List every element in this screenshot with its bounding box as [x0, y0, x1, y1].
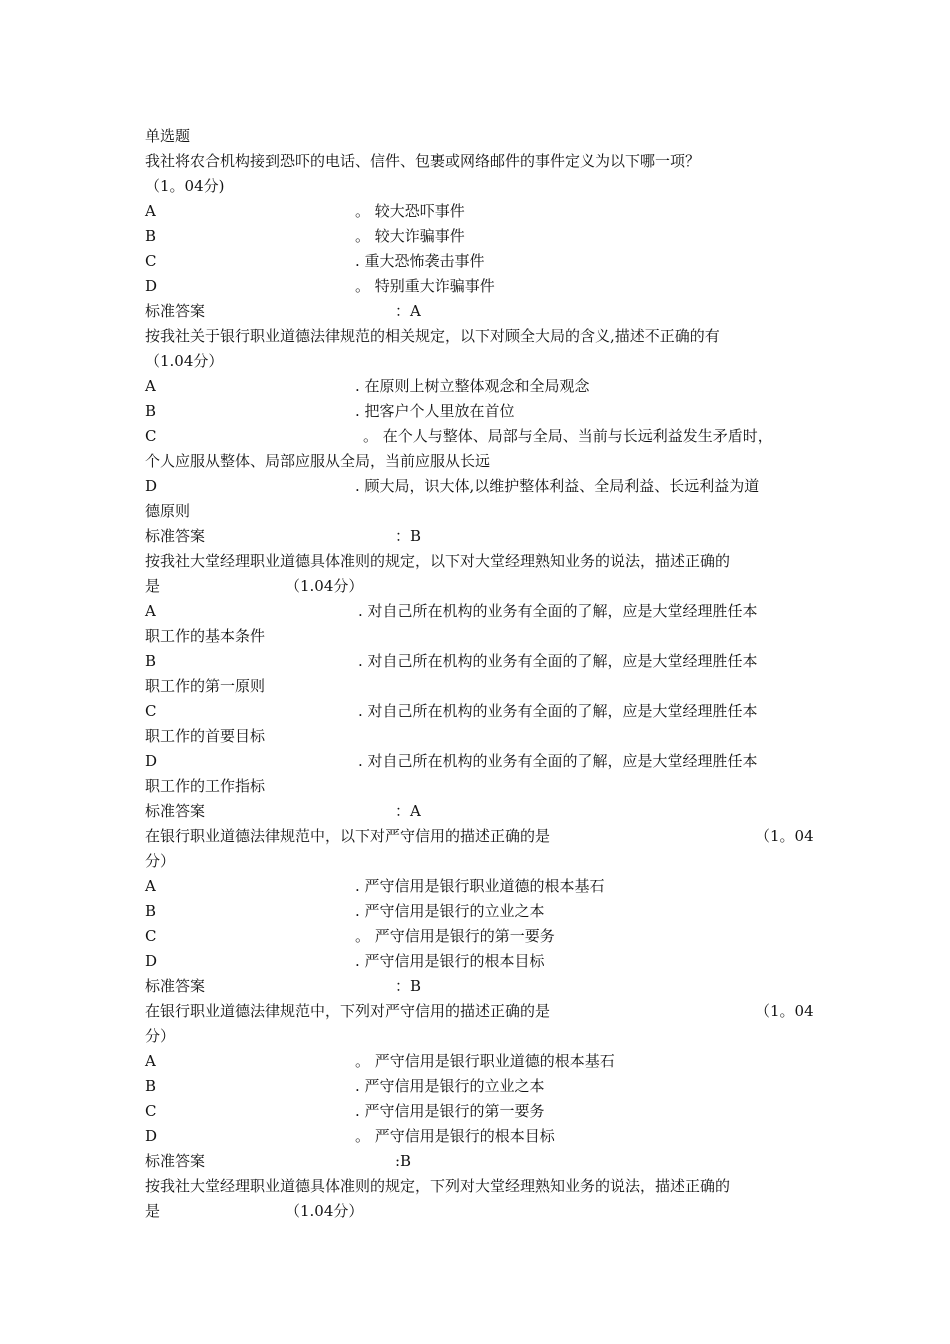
answer-label: 标准答案: [145, 302, 206, 320]
stem-text: 在银行职业道德法律规范中，以下对严守信用的描述正确的是: [145, 827, 551, 845]
option-continuation: 职工作的工作指标: [145, 777, 266, 795]
question-points: （1。04: [755, 827, 814, 845]
question-3-option-b: [145, 649, 825, 674]
answer-label: 标准答案: [145, 527, 206, 545]
option-continuation: 职工作的基本条件: [145, 627, 266, 645]
question-2-option-b: [145, 399, 825, 424]
question-4-stem-tail: 分）: [145, 852, 176, 870]
option-text: 。 严守信用是银行的第一要务: [355, 927, 555, 945]
option-text: . 严守信用是银行职业道德的根本基石: [355, 877, 605, 895]
option-letter: D: [145, 277, 158, 295]
option-text: . 对自己所在机构的业务有全面的了解，应是大堂经理胜任本: [358, 602, 758, 620]
option-letter: C: [145, 252, 157, 270]
answer-value: ：A: [395, 302, 421, 320]
question-1-option-a: [145, 199, 825, 224]
answer-label: 标准答案: [145, 977, 206, 995]
option-text: 。 特别重大诈骗事件: [355, 277, 495, 295]
option-text: . 严守信用是银行的立业之本: [355, 902, 545, 920]
option-letter: D: [145, 952, 158, 970]
option-continuation: 职工作的首要目标: [145, 727, 266, 745]
question-2-option-a: [145, 374, 825, 399]
answer-value: ：A: [395, 802, 421, 820]
question-5-stem: [145, 999, 825, 1024]
section-title: 单选题: [145, 127, 191, 145]
question-4-option-b: [145, 899, 825, 924]
option-text: 。 严守信用是银行的根本目标: [355, 1127, 555, 1145]
option-letter: C: [145, 1102, 157, 1120]
question-points: （1.04分）: [285, 577, 364, 595]
question-2-stem: 按我社关于银行职业道德法律规范的相关规定，以下对顾全大局的含义,描述不正确的有: [145, 327, 720, 345]
option-text: . 对自己所在机构的业务有全面的了解，应是大堂经理胜任本: [358, 752, 758, 770]
question-2-option-d: [145, 474, 825, 499]
question-points: （1。04: [755, 1002, 814, 1020]
question-3-option-a: [145, 599, 825, 624]
option-letter: A: [145, 877, 156, 895]
question-5-option-b: [145, 1074, 825, 1099]
question-1-stem: 我社将农合机构接到恐吓的电话、信件、包裹或网络邮件的事件定义为以下哪一项？: [145, 152, 701, 170]
option-letter: C: [145, 927, 157, 945]
option-text: . 对自己所在机构的业务有全面的了解，应是大堂经理胜任本: [358, 702, 758, 720]
question-1-option-d: [145, 274, 825, 299]
option-text: 。 在个人与整体、局部与全局、当前与长远利益发生矛盾时，: [363, 427, 773, 445]
question-3-stem-tail: [145, 574, 825, 599]
question-4-stem: [145, 824, 825, 849]
question-1-points: （1。04分): [145, 177, 225, 195]
option-text: . 把客户个人里放在首位: [355, 402, 515, 420]
question-3-answer: [145, 799, 825, 824]
question-1-answer: [145, 299, 825, 324]
answer-value: ：B: [395, 527, 422, 545]
question-3-option-c: [145, 699, 825, 724]
option-letter: B: [145, 1077, 157, 1095]
question-4-option-c: [145, 924, 825, 949]
question-5-option-c: [145, 1099, 825, 1124]
question-5-stem-tail: 分）: [145, 1027, 176, 1045]
question-2-points: （1.04分）: [145, 352, 224, 370]
question-1-option-c: [145, 249, 825, 274]
option-text: . 对自己所在机构的业务有全面的了解，应是大堂经理胜任本: [358, 652, 758, 670]
question-2-option-c: [145, 424, 825, 449]
question-2-answer: [145, 524, 825, 549]
question-4-option-d: [145, 949, 825, 974]
option-letter: B: [145, 652, 157, 670]
answer-label: 标准答案: [145, 802, 206, 820]
question-1-option-b: [145, 224, 825, 249]
option-letter: A: [145, 202, 156, 220]
option-text: 。 较大恐吓事件: [355, 202, 465, 220]
stem-tail: 是: [145, 577, 161, 595]
question-5-option-a: [145, 1049, 825, 1074]
answer-value: ：B: [395, 977, 422, 995]
stem-tail: 是: [145, 1202, 161, 1220]
answer-value: :B: [395, 1152, 412, 1170]
option-continuation: 职工作的第一原则: [145, 677, 266, 695]
option-text: . 严守信用是银行的第一要务: [355, 1102, 545, 1120]
option-letter: D: [145, 752, 158, 770]
answer-label: 标准答案: [145, 1152, 206, 1170]
option-letter: D: [145, 1127, 158, 1145]
question-3-stem: 按我社大堂经理职业道德具体准则的规定，以下对大堂经理熟知业务的说法，描述正确的: [145, 552, 731, 570]
option-letter: B: [145, 227, 157, 245]
question-points: （1.04分）: [285, 1202, 364, 1220]
option-letter: B: [145, 902, 157, 920]
option-letter: A: [145, 602, 156, 620]
option-text: . 严守信用是银行的根本目标: [355, 952, 545, 970]
document-page: [145, 124, 825, 1224]
stem-text: 在银行职业道德法律规范中，下列对严守信用的描述正确的是: [145, 1002, 551, 1020]
question-3-option-d: [145, 749, 825, 774]
option-text: . 重大恐怖袭击事件: [355, 252, 485, 270]
question-6-stem-tail: [145, 1199, 825, 1224]
option-text: . 顾大局，识大体,以维护整体利益、全局利益、长远利益为道: [355, 477, 760, 495]
option-continuation: 德原则: [145, 502, 191, 520]
option-text: . 在原则上树立整体观念和全局观念: [355, 377, 590, 395]
question-4-option-a: [145, 874, 825, 899]
option-text: 。 较大诈骗事件: [355, 227, 465, 245]
question-5-option-d: [145, 1124, 825, 1149]
question-6-stem: 按我社大堂经理职业道德具体准则的规定，下列对大堂经理熟知业务的说法，描述正确的: [145, 1177, 731, 1195]
question-4-answer: [145, 974, 825, 999]
option-letter: C: [145, 702, 157, 720]
option-letter: D: [145, 477, 158, 495]
option-text: . 严守信用是银行的立业之本: [355, 1077, 545, 1095]
option-letter: A: [145, 377, 156, 395]
option-letter: C: [145, 427, 157, 445]
option-continuation: 个人应服从整体、局部应服从全局，当前应服从长远: [145, 452, 491, 470]
option-letter: A: [145, 1052, 156, 1070]
option-text: 。 严守信用是银行职业道德的根本基石: [355, 1052, 615, 1070]
question-5-answer: [145, 1149, 825, 1174]
option-letter: B: [145, 402, 157, 420]
